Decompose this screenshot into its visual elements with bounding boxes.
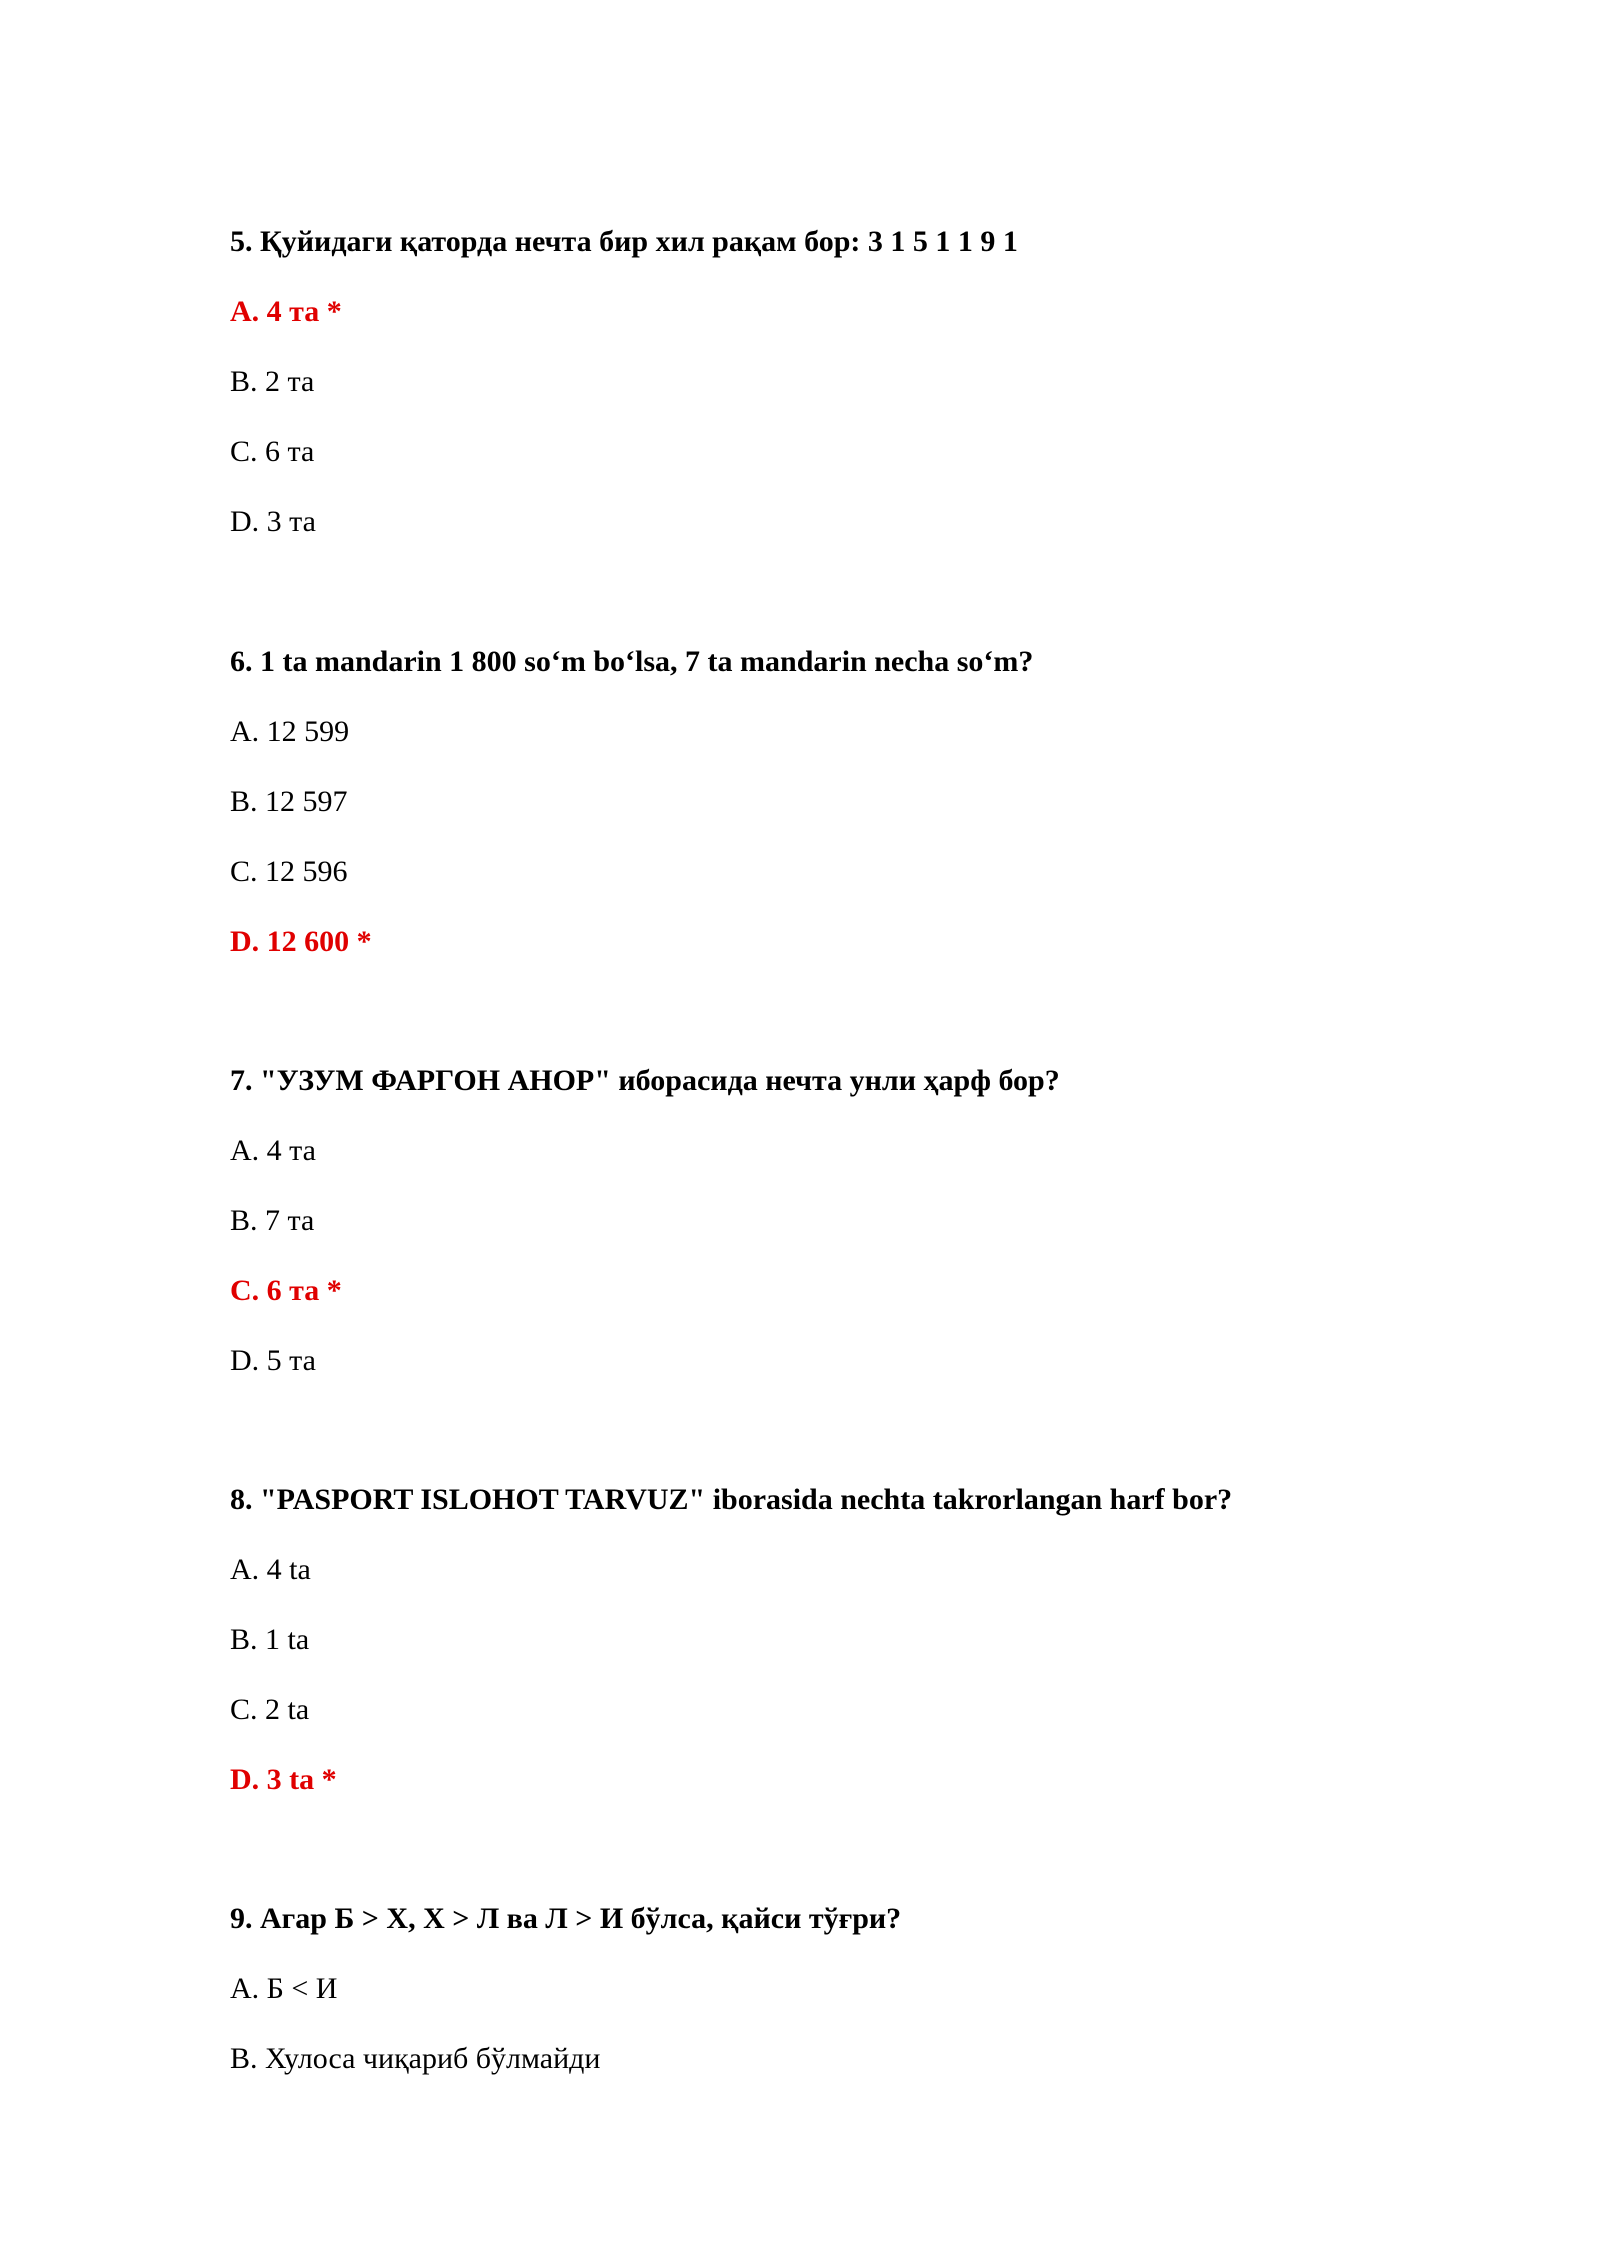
question-9-option-a: A. Б < И (230, 1972, 338, 2005)
question-5-option-a: A. 4 та * (230, 295, 342, 328)
question-6: 6. 1 ta mandarin 1 800 so‘m bo‘lsa, 7 ta mandarin necha so‘m? (230, 645, 1034, 678)
question-7-option-a: A. 4 та (230, 1134, 316, 1167)
question-6-option-a: A. 12 599 (230, 715, 350, 748)
question-7: 7. "УЗУМ ФАРГОН АНОР" иборасида нечта унли ҳарф бор? (230, 1064, 1060, 1097)
question-9: 9. Агар Б > Х, Х > Л ва Л > И бўлса, қайси тўғри? (230, 1902, 902, 1935)
question-5-option-c: C. 6 та (230, 435, 315, 468)
question-8-option-c: C. 2 ta (230, 1693, 310, 1726)
question-6-option-d: D. 12 600 * (230, 925, 372, 958)
question-8-option-d: D. 3 ta * (230, 1763, 337, 1796)
question-5-option-d: D. 3 та (230, 505, 316, 538)
question-9-option-b: B. Хулоса чиқариб бўлмайди (230, 2042, 601, 2075)
question-7-option-d: D. 5 та (230, 1344, 316, 1377)
question-8: 8. "PASPORT ISLOHOT TARVUZ" iborasida nechta takrorlangan harf bor? (230, 1483, 1233, 1516)
question-5-option-b: B. 2 та (230, 365, 315, 398)
question-8-option-b: B. 1 ta (230, 1623, 310, 1656)
question-8-option-a: A. 4 ta (230, 1553, 311, 1586)
question-6-option-b: B. 12 597 (230, 785, 348, 818)
question-6-option-c: C. 12 596 (230, 855, 348, 888)
question-5: 5. Қуйидаги қаторда нечта бир хил рақам бор: 3 1 5 1 1 9 1 (230, 225, 1018, 258)
question-7-option-c: C. 6 та * (230, 1274, 342, 1307)
question-7-option-b: B. 7 та (230, 1204, 315, 1237)
